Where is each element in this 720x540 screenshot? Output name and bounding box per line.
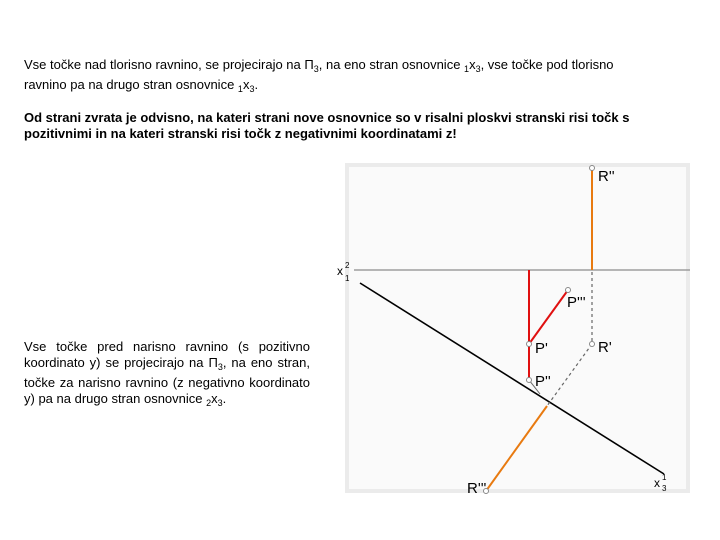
- axis-x12-label: x: [337, 264, 343, 278]
- label-p3: P''': [567, 294, 586, 311]
- point-p1: [527, 342, 532, 347]
- paragraph-intro: Vse točke nad tlorisno ravnino, se projecirajo na $\Pi_3$, na eno stran osnovnice $_1x_3$, vse točke pod tlorisno ravnino pa na drugo stran osnovnice $_1x_3$.: [24, 57, 614, 94]
- label-r1: R': [598, 339, 612, 356]
- point-r1: [590, 342, 595, 347]
- point-p2: [527, 378, 532, 383]
- point-r2: [590, 166, 595, 171]
- label-r3: R''': [467, 480, 487, 497]
- axis-x13-label: x: [654, 476, 660, 490]
- axis-x13-sup: 1: [662, 473, 667, 482]
- label-p2: P'': [535, 373, 551, 390]
- paragraph-front-plane: Vse točke pred narisno ravnino (s pozitivno koordinato y) se projecirajo na $\Pi_3$, na eno stran, točke za narisno ravnino (z negativno koordinato y) pa na drugo stran osnovnice $_2x_3$.: [24, 339, 310, 408]
- point-p3: [566, 288, 571, 293]
- axis-x12-sup: 2: [345, 261, 350, 270]
- axis-x12-sub: 1: [345, 274, 350, 283]
- axis-x13-sub: 3: [662, 484, 667, 493]
- label-r2: R'': [598, 168, 615, 185]
- label-p1: P': [535, 340, 548, 357]
- paragraph-emphasis: Od strani zvrata je odvisno, na kateri strani nove osnovnice so v risalni ploskvi stranski risi točk s pozitivnimi in na kateri stranski risi točk z negativnimi koordinatami z!: [24, 110, 630, 141]
- diagram-panel-inner: [349, 167, 686, 489]
